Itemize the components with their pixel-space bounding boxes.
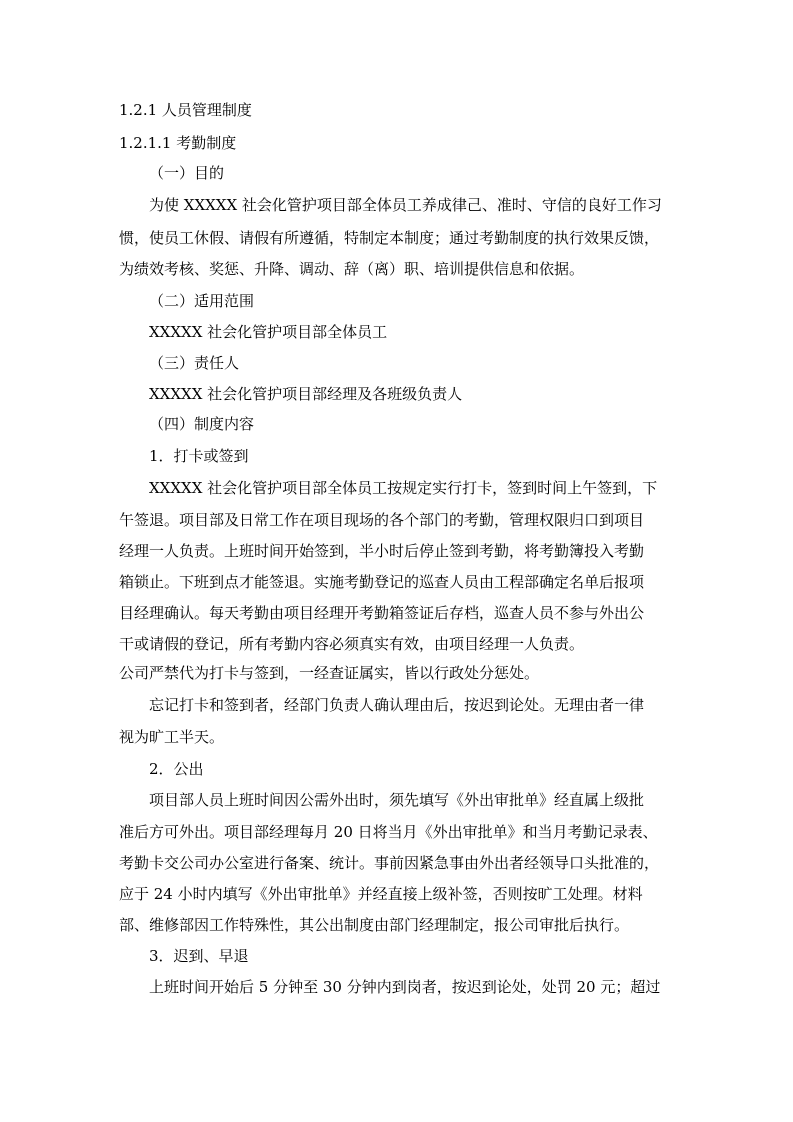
item3-title: 3．迟到、早退 (149, 947, 249, 965)
item2-title: 2．公出 (149, 760, 204, 778)
paragraph-line: XXXXX 社会化管护项目部全体员工按规定实行打卡，签到时间上午签到，下 (149, 479, 658, 497)
paragraph-line: 干或请假的登记，所有考勤内容必须真实有效，由项目经理一人负责。 (119, 635, 585, 653)
paragraph-line: 考勤卡交公司办公室进行备案、统计。事前因紧急事由外出者经领导口头批准的， (119, 854, 660, 872)
paragraph-line: 为使 XXXXX 社会化管护项目部全体员工养成律己、准时、守信的良好工作习 (149, 196, 662, 214)
paragraph-line: 箱锁止。下班到点才能签退。实施考勤登记的巡查人员由工程部确定名单后报项 (119, 573, 645, 591)
paragraph-line: 准后方可外出。项目部经理每月 20 日将当月《外出审批单》和当月考勤记录表、 (119, 823, 658, 841)
section-scope-title: （二）适用范围 (149, 292, 255, 310)
heading-1: 1.2.1 人员管理制度 (119, 101, 252, 119)
paragraph-line: 部、维修部因工作特殊性，其公出制度由部门经理制定，报公司审批后执行。 (119, 916, 630, 934)
paragraph-line: 忘记打卡和签到者，经部门负责人确认理由后，按迟到论处。无理由者一律 (149, 696, 645, 714)
item1-title: 1．打卡或签到 (149, 447, 249, 465)
paragraph-line: 视为旷工半天。 (119, 728, 225, 746)
paragraph-line: 经理一人负责。上班时间开始签到，半小时后停止签到考勤，将考勤簿投入考勤 (119, 542, 645, 560)
paragraph-line: 午签退。项目部及日常工作在项目现场的各个部门的考勤，管理权限归口到项目 (119, 511, 645, 529)
paragraph-line: 应于 24 小时内填写《外出审批单》并经直接上级补签，否则按旷工处理。材料 (119, 885, 643, 903)
section-content-title: （四）制度内容 (149, 415, 255, 433)
paragraph-line: 上班时间开始后 5 分钟至 30 分钟内到岗者，按迟到论处，处罚 20 元；超过 (149, 978, 661, 996)
paragraph-line: 项目部人员上班时间因公需外出时，须先填写《外出审批单》经直属上级批 (149, 791, 645, 809)
heading-2: 1.2.1.1 考勤制度 (119, 134, 237, 152)
section-purpose-title: （一）目的 (149, 164, 225, 182)
section-responsible-title: （三）责任人 (149, 354, 240, 372)
paragraph-line: 公司严禁代为打卡与签到，一经查证属实，皆以行政处分惩处。 (119, 664, 540, 682)
paragraph-line: 为绩效考核、奖惩、升降、调动、辞（离）职、培训提供信息和依据。 (119, 260, 585, 278)
paragraph-line: XXXXX 社会化管护项目部全体员工 (149, 323, 388, 341)
paragraph-line: XXXXX 社会化管护项目部经理及各班级负责人 (149, 385, 463, 403)
paragraph-line: 惯，使员工休假、请假有所遵循，特制定本制度；通过考勤制度的执行效果反馈， (119, 229, 660, 247)
paragraph-line: 目经理确认。每天考勤由项目经理开考勤箱签证后存档，巡查人员不参与外出公 (119, 604, 645, 622)
